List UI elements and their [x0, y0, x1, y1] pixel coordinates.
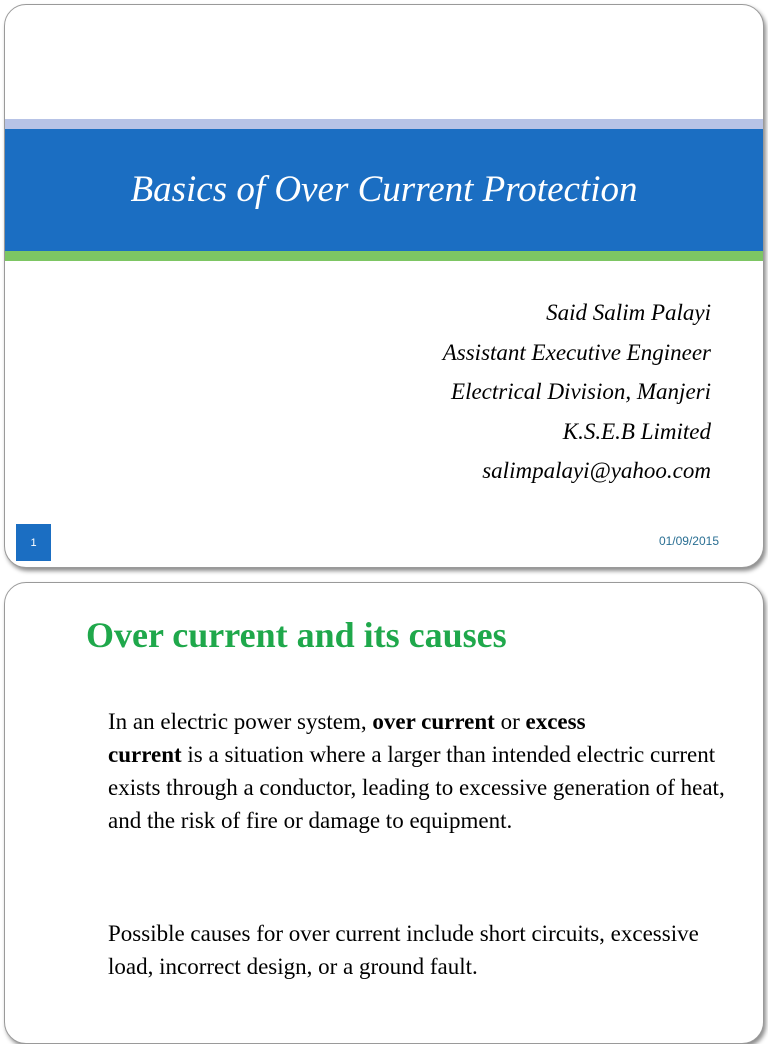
term-current: current: [108, 742, 182, 767]
title-band-bottom-stripe: [5, 251, 763, 261]
author-block: [443, 293, 711, 491]
author-division: Electrical Division, Manjeri: [451, 379, 711, 404]
paragraph-connector: or: [494, 709, 526, 734]
definition-paragraph: [108, 705, 728, 837]
paragraph-rest: is a situation where a larger than intended electric current exists through a conductor, leading to excessive generation of heat, and the risk of fire or damage to equipment.: [108, 742, 725, 833]
author-name: Said Salim Palayi: [546, 300, 711, 325]
slide-1: [4, 4, 764, 568]
term-over-current: over current: [372, 709, 495, 734]
author-organization: K.S.E.B Limited: [562, 418, 711, 444]
slide-2: [4, 582, 764, 1044]
slide-title: Basics of Over Current Protection: [130, 169, 638, 210]
paragraph-lead: In an electric power system,: [108, 709, 373, 734]
term-excess: excess: [525, 709, 586, 734]
slide-heading: Over current and its causes: [86, 615, 507, 655]
causes-paragraph: Possible causes for over current include short circuits, excessive load, incorrect design, or a ground fault.: [108, 921, 699, 979]
slide-number-badge: 1: [16, 524, 51, 561]
slide-date: 01/09/2015: [658, 534, 719, 548]
author-designation: Assistant Executive Engineer: [442, 339, 711, 365]
author-email: salimpalayi@yahoo.com: [482, 458, 711, 483]
title-band-top-stripe: [5, 119, 763, 129]
